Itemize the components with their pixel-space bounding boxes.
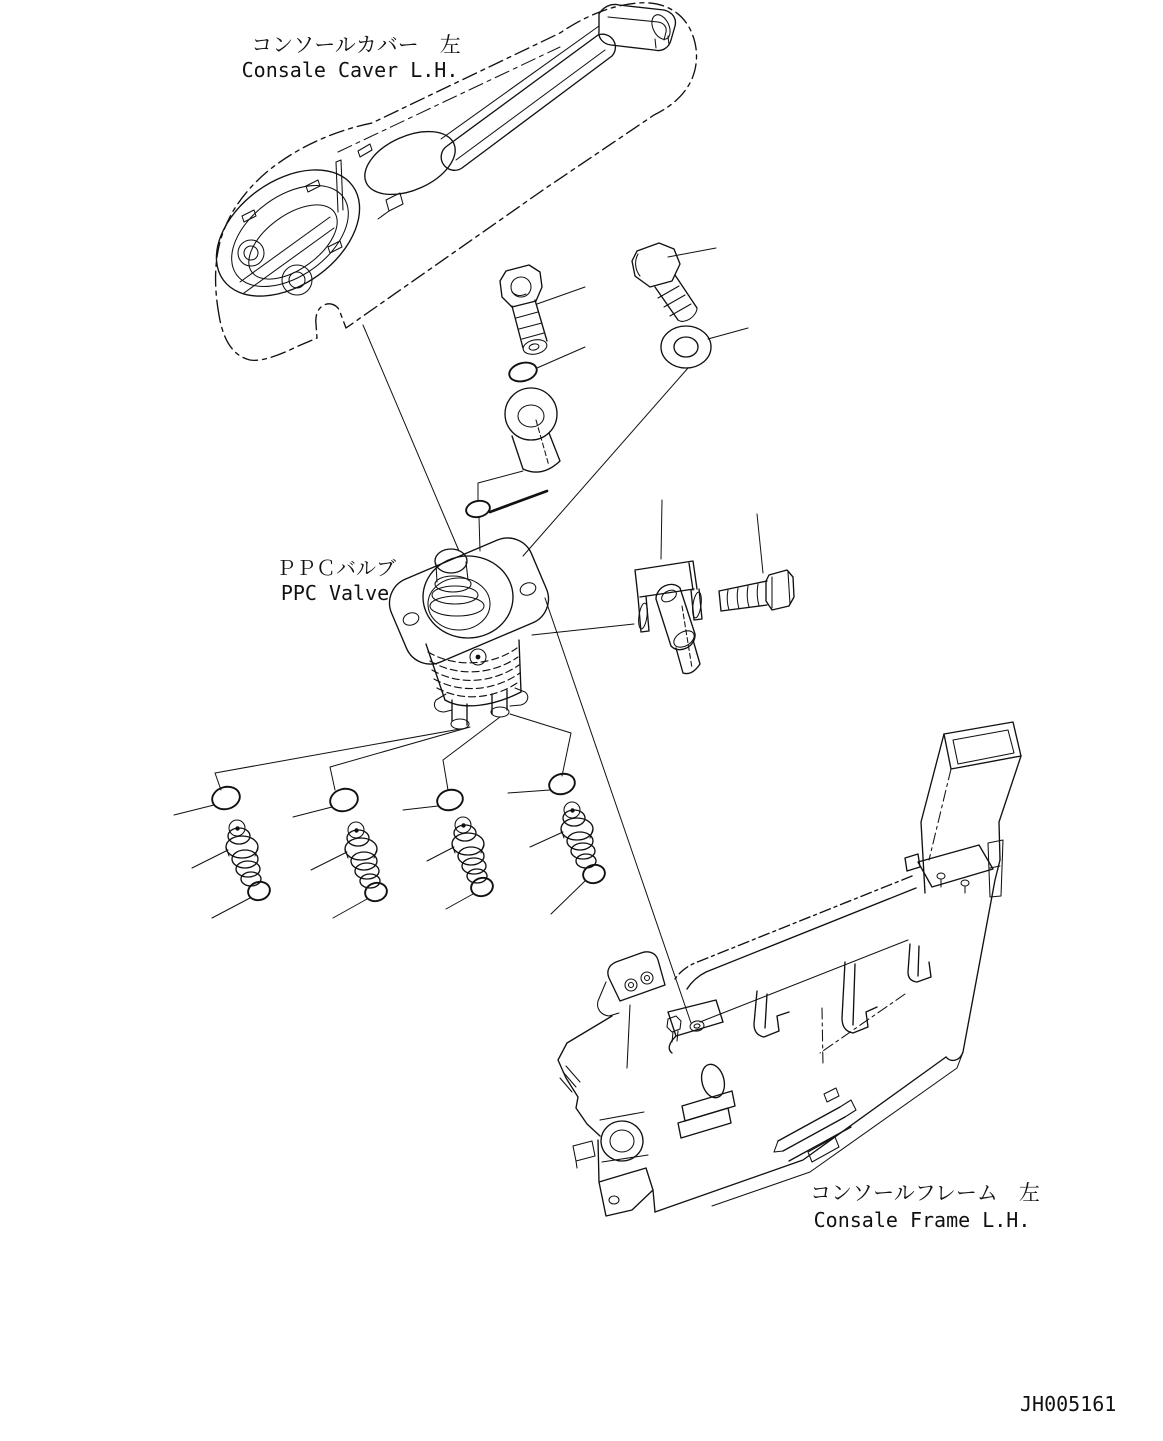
leader-washer	[708, 328, 748, 339]
cover-slot	[441, 34, 615, 170]
frame-oval-hole	[698, 1062, 728, 1100]
valve-ear-hole-left	[401, 611, 420, 628]
cover-tip-pocket	[599, 4, 676, 50]
oring-stem-dropline	[479, 517, 480, 551]
oring-bottom-3	[469, 875, 495, 898]
socket-bolt-shank	[512, 300, 547, 348]
oring-top-2	[328, 786, 361, 814]
frame-panel-fold	[700, 940, 908, 1022]
fitting-ring-1	[232, 850, 258, 868]
frame-tube-right-edge	[999, 756, 1021, 860]
valve-body-bottom	[445, 692, 521, 706]
cover-pin	[336, 160, 343, 212]
frame-centerline-vert	[822, 1008, 823, 1066]
console-frame-label-jp: コンソールフレーム 左	[810, 1181, 1040, 1205]
fitting-4	[530, 802, 596, 868]
pin	[656, 584, 700, 673]
fitting-ring-1	[567, 832, 593, 850]
frame-tube-hidden-edge	[929, 769, 951, 860]
fitting-ring-3	[241, 872, 261, 886]
leader-port-4	[510, 714, 571, 776]
hex-bolt-head-facets	[636, 254, 640, 276]
frame-hook-tab-2	[842, 962, 877, 1033]
leader-port-2	[330, 727, 470, 790]
frame-bracket-hole-1b	[629, 983, 634, 988]
frame-foot-tab	[573, 1141, 595, 1168]
valve-stem-collar2	[432, 586, 478, 604]
frame-foot-boss	[601, 1121, 643, 1161]
hex-bolt-horizontal	[719, 514, 794, 611]
frame-rail-upper	[675, 876, 912, 979]
frame-bracket-hole-1	[625, 979, 637, 991]
frame-left-bracket	[608, 952, 665, 1001]
cover-head-opening-mid	[213, 165, 367, 307]
fitting-ring-2	[236, 861, 260, 877]
console-cover-label-en: Consale Caver L.H.	[241, 58, 459, 82]
fitting-2	[311, 822, 380, 888]
cover-boss-2-hole	[289, 272, 305, 288]
leader-oring-bottom-4	[551, 881, 585, 914]
frame-collar-bolt-2	[961, 880, 969, 886]
fitting-hex	[561, 818, 593, 840]
leader-oring-top-4	[508, 790, 550, 793]
ppc-valve-label-en: PPC Valve	[280, 581, 390, 605]
oring-under-bolt	[507, 360, 539, 385]
fitting-ring-2	[462, 858, 486, 874]
leader-grommet-to-oring	[478, 471, 523, 500]
valve-ear-hole-right	[518, 581, 537, 598]
frame-tube-side-strip	[988, 840, 1003, 897]
frame-collar	[905, 845, 993, 887]
leader-port-1	[215, 729, 460, 790]
fastener-parts	[363, 243, 748, 556]
frame-tube-top	[944, 722, 1021, 769]
leader-hbolt	[757, 514, 763, 573]
frame-rail-lower	[687, 888, 916, 989]
cover-boss-2	[282, 265, 312, 295]
grommet-centerline	[536, 420, 549, 466]
fitting-hex	[345, 838, 377, 860]
leader-valve-to-frame	[545, 598, 691, 1023]
leader-port-3	[443, 717, 500, 790]
cover-tip-cylinder-lines	[655, 36, 669, 48]
frame-bracket-flange	[598, 982, 619, 1016]
leader-oring-top-2	[293, 807, 332, 817]
valve-flange	[381, 530, 556, 672]
frame-hook-tab-1	[754, 991, 789, 1037]
leader-oring-top-3	[403, 806, 438, 810]
fitting-leader	[530, 832, 563, 847]
valve-stem-collar3	[430, 596, 484, 616]
valve-stem-cap	[435, 549, 467, 573]
leader-socket-bolt	[537, 287, 585, 304]
grommet	[505, 388, 560, 472]
fitting-1	[192, 820, 261, 886]
console-frame-drawing	[558, 722, 1021, 1216]
leader-oring-bottom-3	[446, 894, 473, 909]
ppc-valve-drawing	[381, 530, 556, 729]
bracket-parts	[635, 500, 794, 674]
valve-feet	[434, 688, 527, 712]
fitting-ring-3	[467, 869, 487, 883]
grommet-head	[505, 388, 557, 440]
frame-bracket-hole-2	[641, 972, 653, 984]
leader-cover-to-valve	[363, 325, 459, 551]
frame-mount-hole-inner	[694, 1024, 701, 1029]
leader-oring-top-1	[174, 805, 214, 815]
leader-bracket	[661, 500, 662, 559]
fitting-ring-2	[571, 843, 595, 859]
frame-foot-plate-hole	[609, 1196, 619, 1204]
fitting-leader	[192, 850, 228, 868]
frame-channel-plate	[808, 1137, 839, 1162]
drawing-number: JH005161	[1020, 1392, 1117, 1416]
fitting-hex	[452, 833, 484, 855]
valve-stub-2-end	[491, 707, 509, 717]
frame-right-edge	[946, 860, 1000, 1060]
leader-oring-bottom-1	[212, 898, 250, 918]
frame-hook-tab-3	[908, 944, 931, 982]
grommet-head-hole	[518, 405, 544, 427]
socket-bolt-mark	[512, 292, 526, 296]
leader-oring-callout	[490, 491, 547, 512]
hex-bolt-head	[632, 243, 680, 287]
cover-slot-floor-line	[456, 50, 605, 160]
frame-inner-vert	[627, 1005, 630, 1068]
cover-head-opening-floor	[236, 190, 350, 294]
pin-top-face	[660, 588, 679, 605]
frame-small-clip	[824, 1088, 839, 1102]
fitting-ring-1	[351, 852, 377, 870]
frame-seat-plate	[668, 1000, 723, 1053]
cover-oval-hole	[355, 119, 465, 207]
frame-bracket-hole-2b	[645, 976, 650, 981]
oring-top-1	[210, 784, 243, 812]
oring-top-3	[435, 787, 465, 813]
frame-stiffener-2	[678, 1108, 731, 1138]
frame-foot-boss-inner	[610, 1130, 634, 1152]
hbolt-shank	[719, 581, 767, 611]
washer-inner	[674, 337, 698, 357]
fitting-leader	[427, 847, 454, 861]
cover-slot-outer-line	[441, 26, 599, 139]
fitting-parts	[174, 771, 607, 918]
valve-stub-1-end	[451, 719, 469, 729]
hex-bolt-shank	[655, 275, 697, 320]
cover-tip-cylinder	[648, 12, 673, 42]
socket-bolt-tip	[522, 338, 548, 357]
pin-step-ring	[671, 627, 697, 650]
pin-centerline	[682, 606, 692, 668]
oring-valve-stem	[465, 499, 492, 520]
hbolt-head-facets	[772, 572, 790, 608]
cover-head-opening-outer	[193, 144, 384, 322]
valve-front-port-dot	[476, 655, 481, 660]
cover-small-tab	[378, 193, 403, 219]
frame-collar-bolt-1	[937, 873, 945, 879]
leader-oring-bottom-2	[333, 899, 367, 918]
fitting-hex	[226, 836, 258, 858]
leader-valve-to-bracket	[532, 624, 634, 635]
fitting-ring-2	[355, 863, 379, 879]
fitting-ring-1	[458, 847, 484, 865]
socket-bolt	[500, 265, 548, 356]
oring-bottom-2	[363, 880, 389, 903]
socket-bolt-tip-hole	[528, 343, 539, 351]
hex-bolt-vertical	[632, 243, 697, 321]
cover-boss-1-hole	[244, 246, 258, 260]
ppc-valve-label-jp: ＰＰＣバルブ	[276, 556, 396, 580]
fitting-leader	[311, 852, 347, 870]
cover-boss-1	[238, 240, 264, 266]
console-frame-label-en: Consale Frame L.H.	[813, 1208, 1031, 1232]
fitting-3	[427, 817, 487, 883]
console-cover-label-jp: コンソールカバー 左	[251, 33, 461, 57]
frame-channel-ends	[774, 1100, 856, 1152]
callout-labels	[242, 33, 1117, 1416]
frame-centerline-diag	[820, 994, 905, 1053]
washer-outer	[661, 326, 711, 368]
